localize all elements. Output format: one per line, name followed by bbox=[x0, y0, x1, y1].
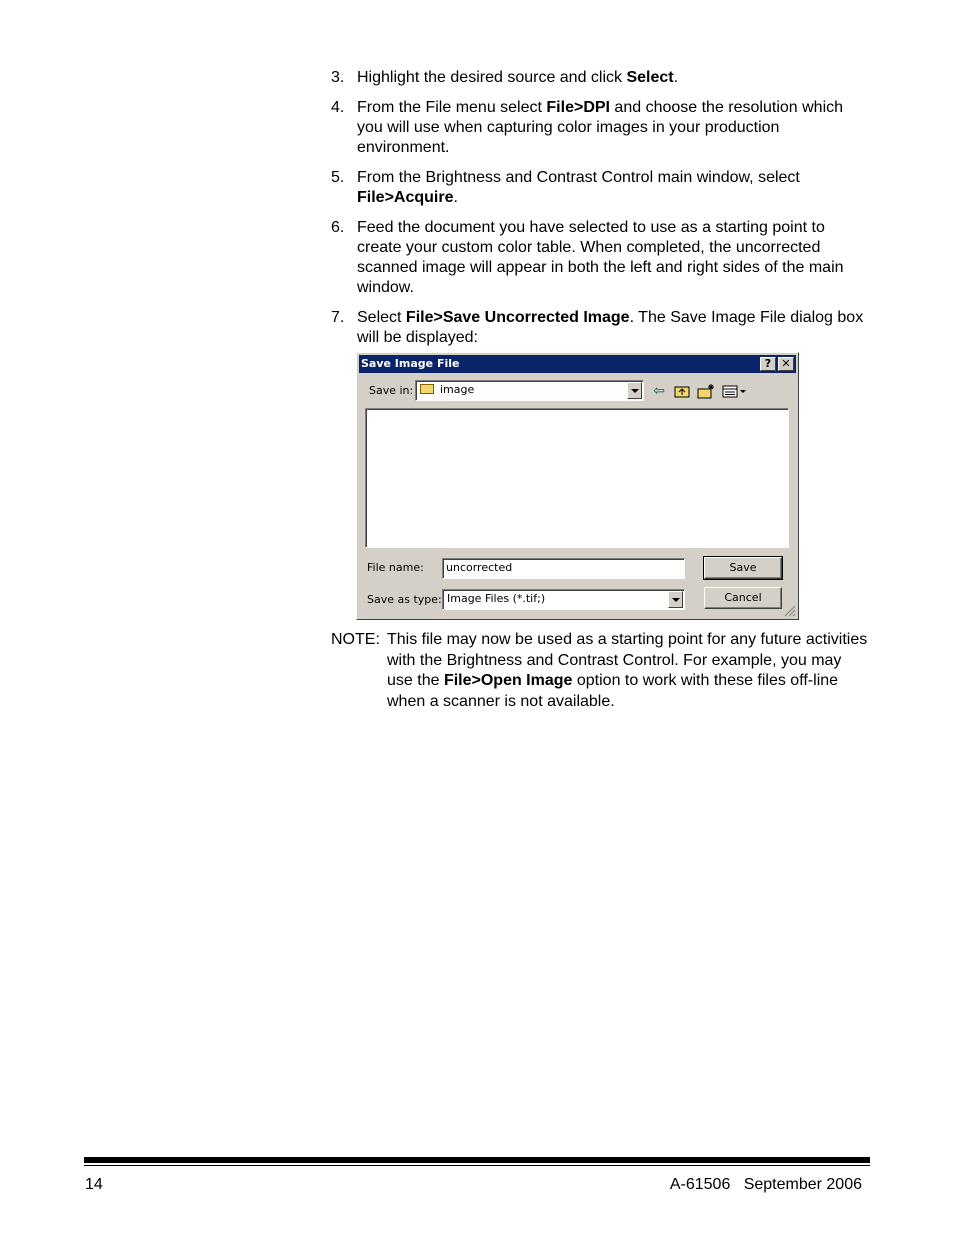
new-folder-icon[interactable] bbox=[697, 383, 715, 399]
back-icon[interactable]: ⇦ bbox=[653, 383, 665, 399]
step-number: 6. bbox=[331, 219, 345, 236]
step-item bbox=[331, 68, 871, 88]
instruction-steps bbox=[331, 68, 871, 358]
step-item bbox=[331, 98, 871, 158]
save-in-dropdown[interactable] bbox=[415, 380, 644, 401]
folder-icon bbox=[420, 384, 434, 394]
step-4-text-1: File>Save Uncorrected Image bbox=[405, 309, 630, 326]
resize-grip-icon[interactable] bbox=[784, 605, 796, 617]
footer-rule-thick bbox=[84, 1157, 870, 1163]
step-2-text-1: File>Acquire bbox=[357, 189, 454, 206]
note-text-2: option to work with these files off-line when a scanner is not available. bbox=[387, 672, 839, 710]
file-name-value: uncorrected bbox=[446, 561, 513, 574]
step-text bbox=[357, 98, 871, 158]
step-text bbox=[357, 308, 871, 348]
chevron-down-icon[interactable] bbox=[668, 591, 683, 608]
step-number: 3. bbox=[331, 69, 345, 86]
step-1-text-1: File>DPI bbox=[546, 99, 610, 116]
note-text-1: File>Open Image bbox=[443, 672, 573, 689]
step-text bbox=[357, 168, 871, 208]
note-block bbox=[331, 630, 871, 712]
step-1-text-2: and choose the resolution which you will use when capturing color images in your production environment. bbox=[357, 99, 844, 156]
note-text-0: This file may now be used as a starting point for any future activities with the Brightness and Contrast Control. For example, you may use the bbox=[387, 631, 868, 689]
up-folder-icon[interactable] bbox=[673, 383, 691, 399]
save-button[interactable]: Save bbox=[704, 557, 782, 579]
step-item bbox=[331, 168, 871, 208]
doc-id-date: A-61506 September 2006 bbox=[669, 1176, 862, 1193]
save-as-type-dropdown[interactable] bbox=[442, 589, 685, 610]
save-as-type-label: Save as type: bbox=[367, 593, 442, 606]
step-0-text-1: Select bbox=[626, 69, 674, 86]
step-number: 4. bbox=[331, 99, 345, 116]
step-2-text-0: From the Brightness and Contrast Control main window, select bbox=[357, 169, 800, 186]
step-3-text-0: Feed the document you have selected to use as a starting point to create your custom color table. When completed, the uncorrected scanned image will appear in both the left and right sides of the main window. bbox=[357, 219, 844, 296]
step-1-text-0: From the File menu select bbox=[357, 99, 547, 116]
step-item bbox=[331, 308, 871, 348]
save-image-file-dialog bbox=[356, 352, 799, 620]
step-item bbox=[331, 218, 871, 298]
help-button[interactable]: ? bbox=[760, 357, 776, 371]
note-label: NOTE: bbox=[331, 631, 380, 648]
file-name-input[interactable] bbox=[442, 558, 685, 579]
close-icon: ✕ bbox=[781, 357, 791, 370]
step-number: 7. bbox=[331, 309, 345, 326]
step-text bbox=[357, 218, 871, 298]
step-number: 5. bbox=[331, 169, 345, 186]
dialog-title: Save Image File bbox=[361, 357, 460, 370]
save-as-type-value: Image Files (*.tif;) bbox=[447, 592, 546, 605]
step-4-text-0: Select bbox=[357, 309, 406, 326]
step-0-text-0: Highlight the desired source and click bbox=[357, 69, 627, 86]
footer-rule-thin bbox=[84, 1165, 870, 1166]
close-button[interactable] bbox=[778, 357, 794, 371]
save-in-label: Save in: bbox=[369, 384, 414, 397]
file-list[interactable] bbox=[365, 408, 789, 548]
note-body bbox=[387, 630, 871, 712]
cancel-button[interactable]: Cancel bbox=[704, 587, 782, 609]
view-menu-icon[interactable] bbox=[721, 383, 749, 399]
step-0-text-2: . bbox=[673, 69, 679, 86]
dialog-titlebar bbox=[359, 355, 796, 373]
file-name-label: File name: bbox=[367, 561, 424, 574]
save-in-value: image bbox=[440, 383, 475, 396]
step-text bbox=[357, 68, 871, 88]
page-number: 14 bbox=[85, 1176, 103, 1193]
step-4-text-2: . The Save Image File dialog box will be displayed: bbox=[357, 309, 864, 346]
step-2-text-2: . bbox=[453, 189, 458, 206]
chevron-down-icon[interactable] bbox=[627, 382, 642, 399]
